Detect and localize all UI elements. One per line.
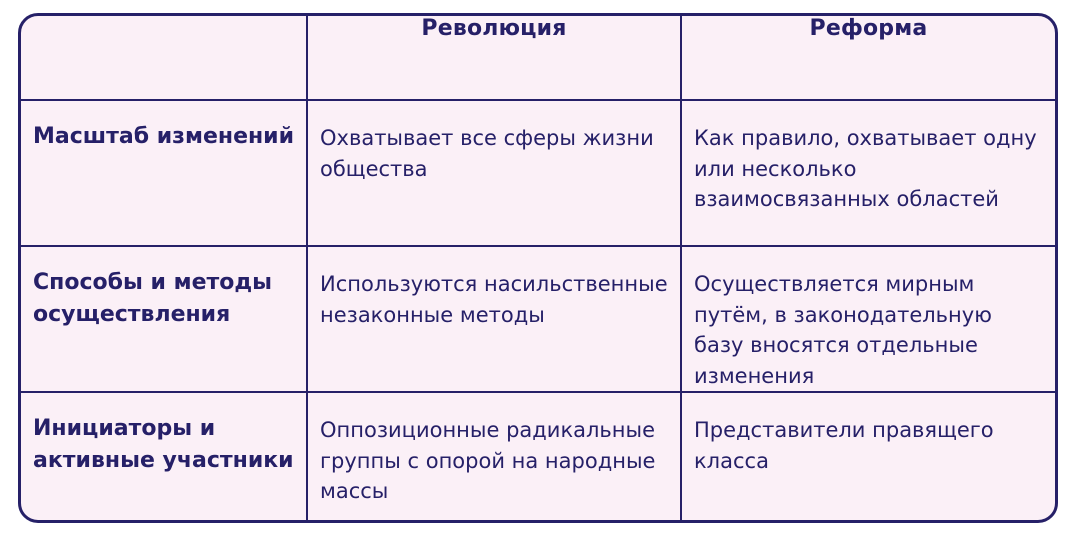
column-header-reform: Реформа — [681, 16, 1055, 100]
table-row — [21, 100, 1055, 246]
row-header-scale: Масштаб изменений — [21, 100, 307, 246]
comparison-table-frame — [18, 13, 1058, 523]
cell-reform-methods: Осуществляется мирным путём, в законодательную базу вносятся отдельные изменения — [681, 246, 1055, 392]
comparison-table — [21, 16, 1055, 520]
row-header-initiators: Инициаторы и активные участники — [21, 392, 307, 520]
table-header-row — [21, 16, 1055, 100]
cell-revolution-methods: Используются насильственные незаконные методы — [307, 246, 681, 392]
cell-revolution-scale: Охватывает все сферы жизни общества — [307, 100, 681, 246]
table-row — [21, 392, 1055, 520]
empty-corner-cell — [21, 16, 307, 100]
table-row — [21, 246, 1055, 392]
cell-revolution-initiators: Оппозиционные радикальные группы с опорой на народные массы — [307, 392, 681, 520]
cell-reform-initiators: Представители правящего класса — [681, 392, 1055, 520]
column-header-revolution: Революция — [307, 16, 681, 100]
row-header-methods: Способы и методы осуществления — [21, 246, 307, 392]
cell-reform-scale: Как правило, охватывает одну или несколько взаимосвязанных областей — [681, 100, 1055, 246]
